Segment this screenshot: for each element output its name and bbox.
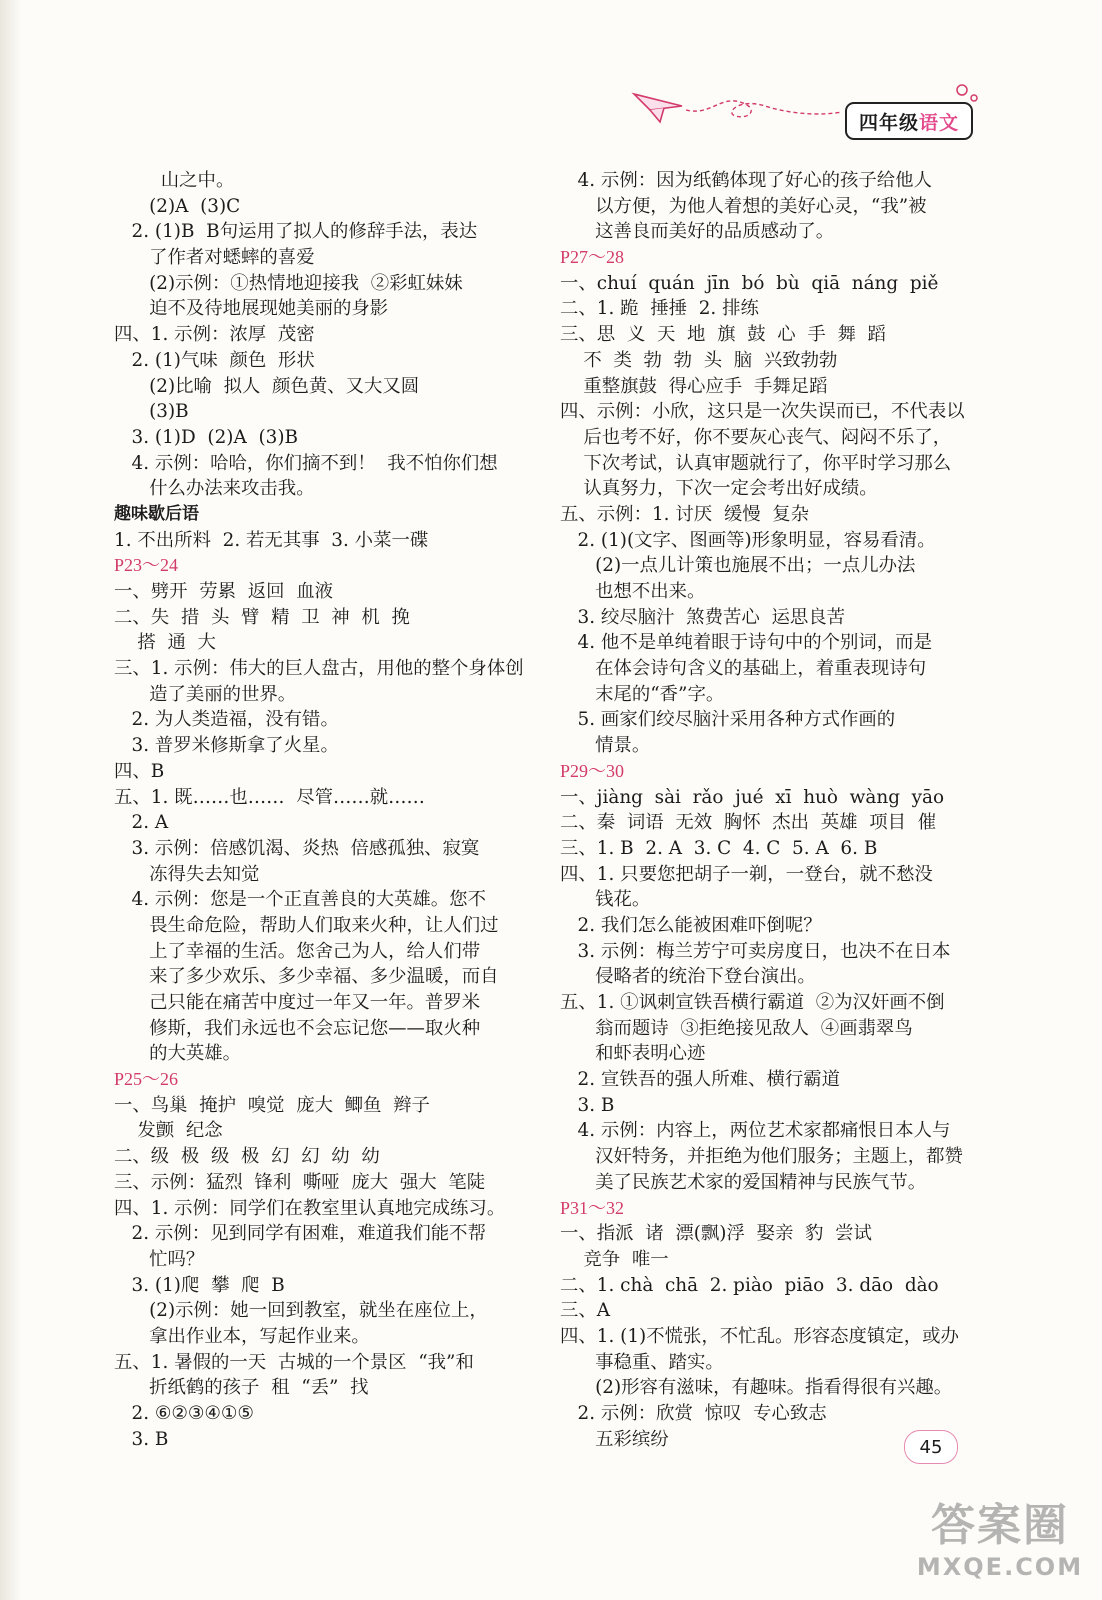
answer-line: 五、1. ①讽刺宣铁吾横行霸道 ②为汉奸画不倒 [560, 992, 945, 1013]
answer-line: 2. 示例：欣赏 惊叹 专心致志 [560, 1403, 827, 1424]
answer-line: 五、1. 既……也…… 尽管……就…… [114, 786, 425, 808]
answer-line: (2)示例：①热情地迎接我 ②彩虹妹妹 [114, 272, 463, 294]
answer-line: 认真努力，下次一定会考出好成绩。 [560, 478, 878, 500]
answer-line: 拿出作业本，写起作业来。 [114, 1325, 370, 1347]
answer-line: 一、劈开 劳累 返回 血液 [114, 581, 333, 602]
answer-line: 2. 宣铁吾的强人所难、横行霸道 [560, 1069, 841, 1091]
answer-line: 三、1. 示例：伟大的巨人盘古，用他的整个身体创 [114, 658, 524, 680]
answer-line: 五、1. 暑假的一天 古城的一个景区 “我”和 [114, 1351, 474, 1373]
answer-line: 美了民族艺术家的爱国精神与民族气节。 [560, 1171, 927, 1193]
binding-shadow [0, 0, 22, 1600]
right-answer-column [560, 168, 982, 1452]
answer-line: 四、1. (1)不慌张，不忙乱。形容态度镇定，或办 [560, 1325, 959, 1347]
page-number: 45 [904, 1430, 958, 1464]
answer-line: 一、jiàng sài rǎo jué xī huò wàng yāo [560, 786, 945, 808]
answer-line: 三、思 义 天 地 旗 鼓 心 手 舞 蹈 [560, 324, 886, 346]
answer-line: 以方便，为他人着想的美好心灵，“我”被 [560, 195, 927, 217]
answer-line: 四、1. 示例：同学们在教室里认真地完成练习。 [114, 1197, 506, 1219]
answer-line: 山之中。 [114, 170, 235, 191]
answer-line: 5. 画家们绞尽脑汁采用各种方式作画的 [560, 709, 896, 731]
answer-line: 畏生命危险，帮助人们取来火种，让人们过 [114, 914, 499, 936]
answer-line: 冻得失去知觉 [114, 863, 260, 885]
answer-line: 这善良而美好的品质感动了。 [560, 221, 835, 243]
answer-line: 四、示例：小欣，这只是一次失误而已，不代表以 [560, 401, 965, 423]
answer-line: 侵略者的统治下登台演出。 [560, 966, 816, 988]
answer-line: 4. 他不是单纯着眼于诗句中的个别词，而是 [560, 632, 932, 654]
answer-line: 二、失 措 头 臂 精 卫 神 机 挽 [114, 606, 410, 628]
answer-line: 3. 示例：倍感饥渴、炎热 倍感孤独、寂寞 [114, 837, 480, 859]
answer-line: 钱花。 [560, 889, 651, 911]
answer-line: 2. 我们怎么能被困难吓倒呢？ [560, 914, 822, 936]
answer-line: 3. B [114, 1428, 169, 1450]
watermark-url: MXQE.COM [916, 1553, 1084, 1581]
answer-line: 己只能在痛苦中度过一年又一年。普罗米 [114, 992, 481, 1013]
answer-line: 2. 为人类造福，没有错。 [114, 709, 339, 731]
subject-label: 语文 [919, 111, 960, 134]
subsection-heading: 趣味歇后语 [114, 503, 199, 524]
answer-line: 造了美丽的世界。 [114, 683, 297, 705]
answer-line: (2)示例：她一回到教室，就坐在座位上， [114, 1300, 488, 1322]
answer-line: 也想不出来。 [560, 581, 706, 602]
answer-line: 2. A [114, 812, 169, 834]
answer-line: 3. (1)爬 攀 爬 B [114, 1274, 285, 1296]
answer-line: 2. (1)气味 颜色 形状 [114, 349, 315, 371]
grade-subject-badge [845, 102, 973, 140]
answer-line: 事稳重、踏实。 [560, 1351, 724, 1373]
answer-line: 修斯，我们永远也不会忘记您——取火种 [114, 1017, 481, 1039]
answer-line: 3. 普罗米修斯拿了火星。 [114, 735, 339, 757]
answer-line: 三、1. B 2. A 3. C 4. C 5. A 6. B [560, 837, 878, 859]
answer-line: (2)形容有滋味，有趣味。指看得很有兴趣。 [560, 1377, 953, 1399]
answer-line: 四、1. 只要您把胡子一剃，一登台，就不愁没 [560, 863, 933, 885]
answer-line: 后也考不好，你不要灰心丧气、闷闷不乐了， [560, 426, 952, 448]
answer-line: 2. ⑥②③④①⑤ [114, 1403, 254, 1424]
answer-line: 2. 示例：见到同学有困难，难道我们能不帮 [114, 1223, 486, 1245]
answer-line: 4. 示例：您是一个正直善良的大英雄。您不 [114, 889, 486, 911]
site-watermark [905, 1475, 1095, 1595]
answer-line: (2)A (3)C [114, 195, 241, 217]
answer-line: 一、指派 诸 漂(飘)浮 娶亲 豹 尝试 [560, 1223, 872, 1245]
left-answer-column [114, 168, 534, 1452]
answer-line: 4. 示例：内容上，两位艺术家都痛恨日本人与 [560, 1120, 951, 1142]
answer-line: 2. (1)(文字、图画等)形象明显，容易看清。 [560, 529, 936, 551]
answer-line: 不 类 勃 勃 头 脑 兴致勃勃 [560, 349, 838, 371]
answer-line: 3. B [560, 1094, 615, 1116]
answer-line: 了作者对蟋蟀的喜爱 [114, 247, 315, 269]
answer-line: 五彩缤纷 [560, 1428, 669, 1450]
answer-line: 重整旗鼓 得心应手 手舞足蹈 [560, 375, 828, 397]
section-heading: P25～26 [114, 1069, 179, 1090]
grade-label: 四年级 [858, 111, 919, 134]
answer-line: 三、A [560, 1300, 611, 1322]
answer-line: 的大英雄。 [114, 1043, 242, 1065]
answer-line: 二、1. 跪 捶捶 2. 排练 [560, 298, 759, 320]
answer-line: 四、1. 示例：浓厚 茂密 [114, 324, 315, 346]
answer-line: 忙吗？ [114, 1248, 205, 1270]
answer-line: 情景。 [560, 735, 651, 757]
answer-line: 4. 示例：哈哈，你们摘不到！ 我不怕你们想 [114, 452, 498, 474]
answer-line: 一、chuí quán jīn bó bù qiā náng piě [560, 272, 939, 294]
answer-line: 2. (1)B B句运用了拟人的修辞手法，表达 [114, 221, 478, 243]
answer-line: 什么办法来攻击我。 [114, 478, 315, 500]
answer-line: 3. 绞尽脑汁 煞费苦心 运思良苦 [560, 606, 846, 628]
section-heading: P23～24 [114, 555, 179, 576]
answer-line: 下次考试，认真审题就行了，你平时学习那么 [560, 452, 952, 474]
answer-line: 来了多少欢乐、多少幸福、多少温暖，而自 [114, 966, 499, 988]
answer-line: 发颤 纪念 [114, 1120, 223, 1142]
answer-line: 四、B [114, 760, 165, 782]
answer-line: 3. (1)D (2)A (3)B [114, 426, 299, 448]
section-heading: P29～30 [560, 760, 625, 781]
answer-line: 二、级 极 级 极 幻 幻 幼 幼 [114, 1146, 380, 1168]
answer-line: 上了幸福的生活。您舍己为人，给人们带 [114, 940, 481, 962]
answer-line: 折纸鹤的孩子 租 “丢” 找 [114, 1377, 369, 1399]
answer-line: (3)B [114, 401, 189, 423]
section-heading: P27～28 [560, 247, 625, 268]
answer-line: 1. 不出所料 2. 若无其事 3. 小菜一碟 [114, 529, 429, 551]
answer-line: 一、鸟巢 掩护 嗅觉 庞大 鲫鱼 辫子 [114, 1094, 430, 1116]
answer-line: 二、1. chà chā 2. piào piāo 3. dāo dào [560, 1274, 939, 1296]
answer-line: 迫不及待地展现她美丽的身影 [114, 298, 389, 320]
answer-line: (2)一点儿计策也施展不出；一点儿办法 [560, 555, 916, 577]
answer-line: 末尾的“香”字。 [560, 683, 725, 705]
answer-line: 翁而题诗 ③拒绝接见敌人 ④画翡翠鸟 [560, 1017, 913, 1039]
answer-line: 竞争 唯一 [560, 1248, 669, 1270]
page-header [630, 76, 990, 146]
answer-line: (2)比喻 拟人 颜色黄、又大又圆 [114, 375, 420, 397]
watermark-logo-text: 答案圈 [931, 1500, 1069, 1551]
answer-line: 搭 通 大 [114, 632, 216, 654]
answer-line: 二、秦 词语 无效 胸怀 杰出 英雄 项目 催 [560, 812, 937, 834]
answer-line: 在体会诗句含义的基础上，着重表现诗句 [560, 658, 927, 680]
answer-line: 3. 示例：梅兰芳宁可卖房度日，也决不在日本 [560, 940, 951, 962]
answer-line: 汉奸特务，并拒绝为他们服务；主题上，都赞 [560, 1146, 963, 1168]
answer-line: 三、示例：猛烈 锋利 嘶哑 庞大 强大 笔陡 [114, 1171, 486, 1193]
answer-line: 4. 示例：因为纸鹤体现了好心的孩子给他人 [560, 170, 932, 191]
section-heading: P31～32 [560, 1197, 625, 1218]
answer-line: 和虾表明心迹 [560, 1043, 706, 1065]
answer-line: 五、示例：1. 讨厌 缓慢 复杂 [560, 503, 810, 525]
